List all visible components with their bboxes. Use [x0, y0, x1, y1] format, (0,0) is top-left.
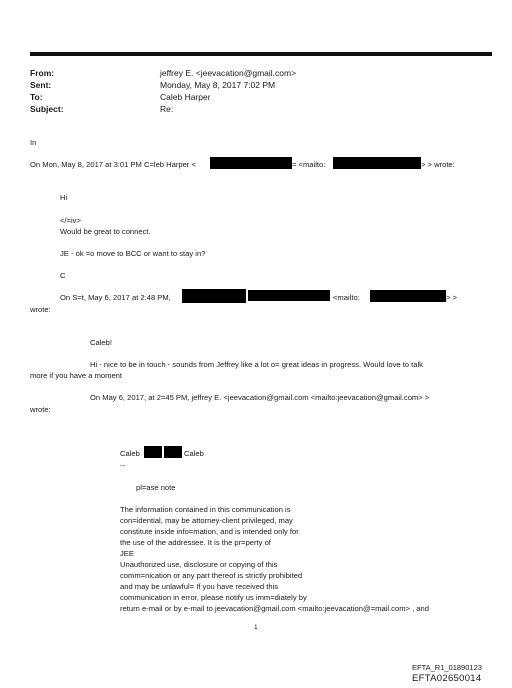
- redaction-block: [248, 290, 330, 301]
- body-line: <mailto:: [333, 293, 360, 302]
- body-line: > >: [446, 293, 457, 302]
- body-line: --: [120, 461, 126, 470]
- body-line: In: [30, 138, 37, 147]
- body-line: Hi: [60, 193, 68, 202]
- page-number: 1: [254, 624, 258, 631]
- document-id-large: EFTA02650014: [412, 673, 482, 684]
- body-line: JE - ok =o move to BCC or want to stay in?: [60, 249, 206, 258]
- redaction-block: [333, 157, 421, 169]
- subject-label: Subject:: [30, 104, 64, 114]
- document-id-small: EFTA_R1_01890123: [412, 663, 482, 672]
- body-line: </=iv>: [60, 216, 81, 225]
- from-label: From:: [30, 68, 55, 78]
- header-divider: [30, 52, 492, 56]
- redaction-block: [164, 446, 182, 458]
- body-line: communication in error, please notify us imm=diately by: [120, 593, 307, 602]
- body-line: and may be unlawful= If you have received this: [120, 582, 279, 591]
- body-line: C: [60, 271, 66, 280]
- sent-value: Monday, May 8, 2017 7:02 PM: [160, 80, 276, 90]
- body-line: the use of the addressee. It is the pr=perty of: [120, 538, 271, 547]
- body-line: On Mon, May 8, 2017 at 3:01 PM C=leb Harper <: [30, 160, 196, 169]
- body-line: > > wrote:: [421, 160, 455, 169]
- to-value: Caleb Harper: [160, 92, 211, 102]
- body-line: On S=t, May 6, 2017 at 2:48 PM,: [60, 293, 171, 302]
- body-line: wrote:: [30, 305, 51, 314]
- body-line: Caleb: [184, 449, 204, 458]
- body-line: constitute inside info=mation, and is intended only for: [120, 527, 299, 536]
- redaction-block: [144, 446, 162, 458]
- sent-label: Sent:: [30, 80, 52, 90]
- body-line: Would be great to connect.: [60, 227, 151, 236]
- redaction-block: [370, 290, 446, 302]
- to-label: To:: [30, 92, 43, 102]
- redaction-block: [182, 289, 246, 303]
- body-line: return e-mail or by e-mail to jeevacation@gmail.com <mailto:jeevacation@=mail.com> , and: [120, 604, 429, 613]
- subject-value: Re:: [160, 104, 174, 114]
- body-line: Hi - nice to be in touch - sounds from Jeffrey like a lot o= great ideas in progress. Would love to talk: [90, 360, 423, 369]
- redaction-block: [210, 157, 292, 169]
- body-line: pl=ase note: [136, 483, 176, 492]
- body-line: wrote:: [30, 405, 51, 414]
- body-line: JEE: [120, 549, 134, 558]
- body-line: On May 6, 2017, at 2=45 PM, jeffrey E. <jeevacation@gmail.com <mailto:jeevacation@gmail.com> >: [90, 393, 430, 402]
- body-line: = <mailto:: [292, 160, 326, 169]
- body-line: con=idential, may be attorney-client privileged, may: [120, 516, 293, 525]
- body-line: comm=nication or any part thereof is strictly prohibited: [120, 571, 303, 580]
- from-value: jeffrey E. <jeevacation@gmail.com>: [160, 68, 297, 78]
- body-line: Caleb!: [90, 338, 112, 347]
- body-line: more if you have a moment: [30, 371, 123, 380]
- body-line: Caleb: [120, 449, 140, 458]
- body-line: Unauthorized use, disclosure or copying of this: [120, 560, 278, 569]
- body-line: The information contained in this communication is: [120, 505, 291, 514]
